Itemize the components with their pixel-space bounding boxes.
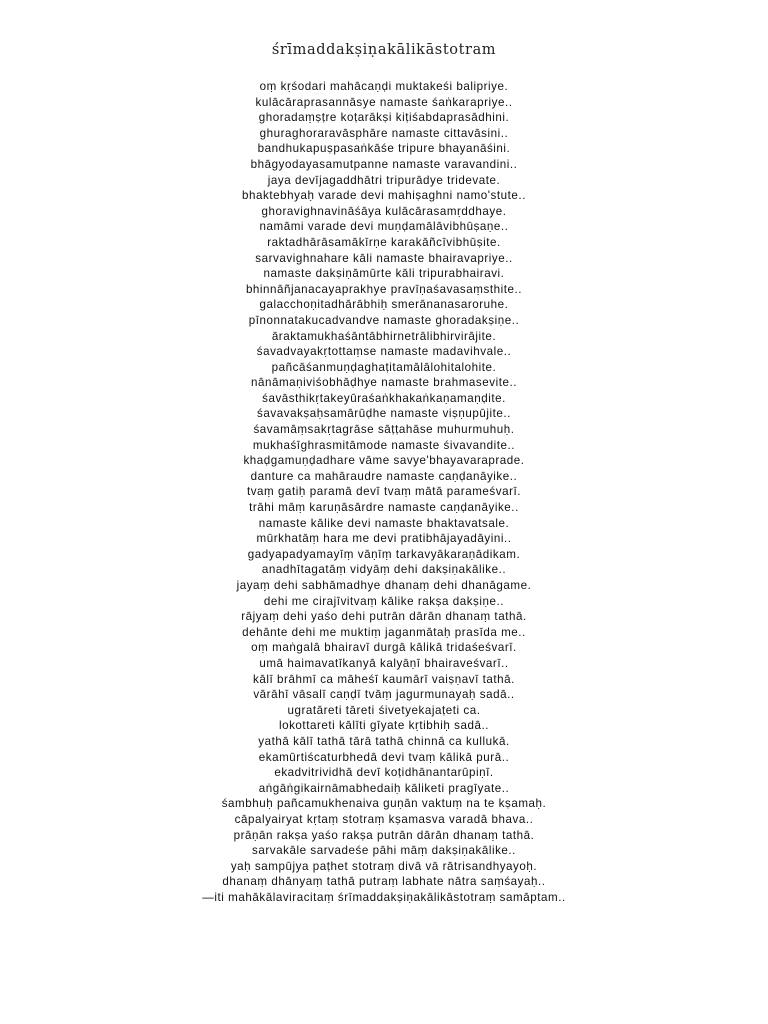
- verse-line: pīnonnatakucadvandve namaste ghoradakṣiṇe..: [248, 313, 520, 327]
- verse-line: śambhuḥ pañcamukhenaiva guṇān vaktuṃ na te kṣamaḥ.: [221, 797, 547, 811]
- verse-line: oṃ maṅgalā bhairavī durgā kālikā tridaśeśvarī.: [251, 641, 517, 655]
- verse-line: śavadvayakṛtottaṃse namaste madavihvale..: [256, 345, 512, 359]
- verse-line: namaste kālike devi namaste bhaktavatsale.: [258, 516, 510, 530]
- verse-line: kulācāraprasannāsye namaste śaṅkarapriye..: [255, 95, 513, 109]
- verse-line: trāhi māṃ karuṇāsārdre namaste caṇḍanāyike..: [249, 501, 519, 515]
- verse-line: śavavakṣaḥsamārūḍhe namaste viṣṇupūjite..: [257, 407, 511, 421]
- verse-line: cāpalyairyat kṛtaṃ stotraṃ kṣamasva varadā bhava..: [234, 812, 534, 826]
- verse-line: namāmi varade devi muṇḍamālāvibhūṣaṇe..: [259, 220, 509, 234]
- verse-line: yathā kālī tathā tārā tathā chinnā ca kullukā.: [258, 734, 510, 748]
- verse-line: ghoradaṃṣṭre koṭarākṣi kiṭiśabdaprasādhini.: [258, 111, 510, 125]
- verse-line: ghoravighnavināśāya kulācārasamṛddhaye.: [261, 204, 507, 218]
- verse-line: dehānte dehi me muktiṃ jaganmātaḥ prasīda me..: [242, 625, 526, 639]
- verse-line: ghuraghoraravāsphāre namaste cittavāsini..: [259, 126, 509, 140]
- verse-line: nānāmaṇiviśobhāḍhye namaste brahmasevite..: [250, 376, 518, 390]
- verse-line: prāṇān rakṣa yaśo rakṣa putrān dārān dhanaṃ tathā.: [233, 828, 535, 842]
- verse-line: lokottareti kālīti gīyate kṛtibhiḥ sadā..: [278, 719, 490, 733]
- verse-line: oṃ kṛśodari mahācaṇḍi muktakeśi balipriye.: [259, 80, 509, 93]
- verse-line: pañcāśanmuṇḍaghaṭitamālālohitalohite.: [271, 360, 497, 374]
- verse-line: yaḥ sampūjya paṭhet stotraṃ divā vā rātrisandhyayoḥ.: [230, 859, 538, 873]
- document-title: śrīmaddakṣiṇakālikāstotram: [271, 42, 497, 58]
- verse-line: śavāsthikṛtakeyūraśaṅkhakaṅkaṇamaṇḍite.: [262, 391, 506, 405]
- verse-line: ekadvitrividhā devī koṭidhānantarūpiṇī.: [274, 766, 494, 780]
- verse-list: [0, 79, 768, 905]
- verse-line: ugratāreti tāreti śivetyekajaṭeti ca.: [287, 703, 481, 717]
- verse-line: raktadhārāsamākīrṇe karakāñcīvibhūṣite.: [267, 235, 501, 249]
- verse-line: sarvakāle sarvadeśe pāhi māṃ dakṣiṇakālike..: [252, 844, 516, 858]
- verse-line: —iti mahākālaviracitaṃ śrīmaddakṣiṇakālikāstotraṃ samāptam..: [202, 890, 566, 904]
- verse-line: bhinnāñjanacayaprakhye pravīṇaśavasaṃsthite..: [245, 282, 523, 296]
- verse-line: mūrkhatāṃ hara me devi pratibhājayadāyini..: [256, 532, 512, 546]
- verse-line: kālī brāhmī ca māheśī kaumārī vaiṣṇavī tathā.: [253, 672, 515, 686]
- verse-line: tvaṃ gatiḥ paramā devī tvaṃ mātā parameśvarī.: [246, 485, 522, 499]
- verse-line: mukhaśīghrasmitāmode namaste śivavandite..: [252, 438, 516, 452]
- verse-line: danture ca mahāraudre namaste caṇḍanāyike..: [250, 469, 518, 483]
- verse-line: dehi me cirajīvitvaṃ kālike rakṣa dakṣiṇe..: [263, 594, 505, 608]
- verse-line: khaḍgamuṇḍadhare vāme savye'bhayavaraprade.: [243, 454, 525, 468]
- verse-line: aṅgāṅgikairnāmabhedaiḥ kāliketi pragīyate..: [258, 781, 510, 795]
- verse-line: galacchoṇitadhārābhiḥ smerānanasaroruhe.: [259, 298, 509, 312]
- verse-line: śavamāṃsakṛtagrāse sāṭṭahāse muhurmuhuḥ.: [253, 423, 515, 437]
- verse-line: anadhītagatāṃ vidyāṃ dehi dakṣiṇakālike..: [261, 563, 507, 577]
- verse-line: bhāgyodayasamutpanne namaste varavandini..: [250, 157, 518, 171]
- verse-line: jayaṃ dehi sabhāmadhye dhanaṃ dehi dhanāgame.: [236, 579, 532, 592]
- verse-line: gadyapadyamayīṃ vāṇīṃ tarkavyākaraṇādikam.: [247, 547, 521, 561]
- verse-line: rājyaṃ dehi yaśo dehi putrān dārān dhanaṃ tathā.: [241, 610, 527, 624]
- verse-line: bhaktebhyaḥ varade devi mahiṣaghni namo'stute..: [242, 189, 526, 203]
- verse-line: bandhukapuṣpasaṅkāśe tripure bhayanāśini.: [257, 142, 511, 156]
- verse-line: umā haimavatīkanyā kalyāṇī bhairaveśvarī..: [259, 656, 509, 670]
- verse-line: sarvavighnahare kāli namaste bhairavapriye..: [255, 251, 513, 265]
- verse-line: jaya devījagaddhātri tripurādye tridevate.: [267, 173, 501, 187]
- verse-line: ekamūrtiścaturbhedā devi tvaṃ kālikā purā..: [258, 750, 510, 764]
- verse-line: vārāhī vāsalī caṇḍī tvāṃ jagurmunayaḥ sadā..: [253, 688, 515, 702]
- verse-line: namaste dakṣiṇāmūrte kāli tripurabhairavi.: [263, 267, 505, 281]
- verse-line: dhanaṃ dhānyaṃ tathā putraṃ labhate nātra saṃśayaḥ..: [222, 875, 546, 889]
- verse-line: āraktamukhaśāntābhirnetrālibhirvirājite.: [271, 329, 497, 343]
